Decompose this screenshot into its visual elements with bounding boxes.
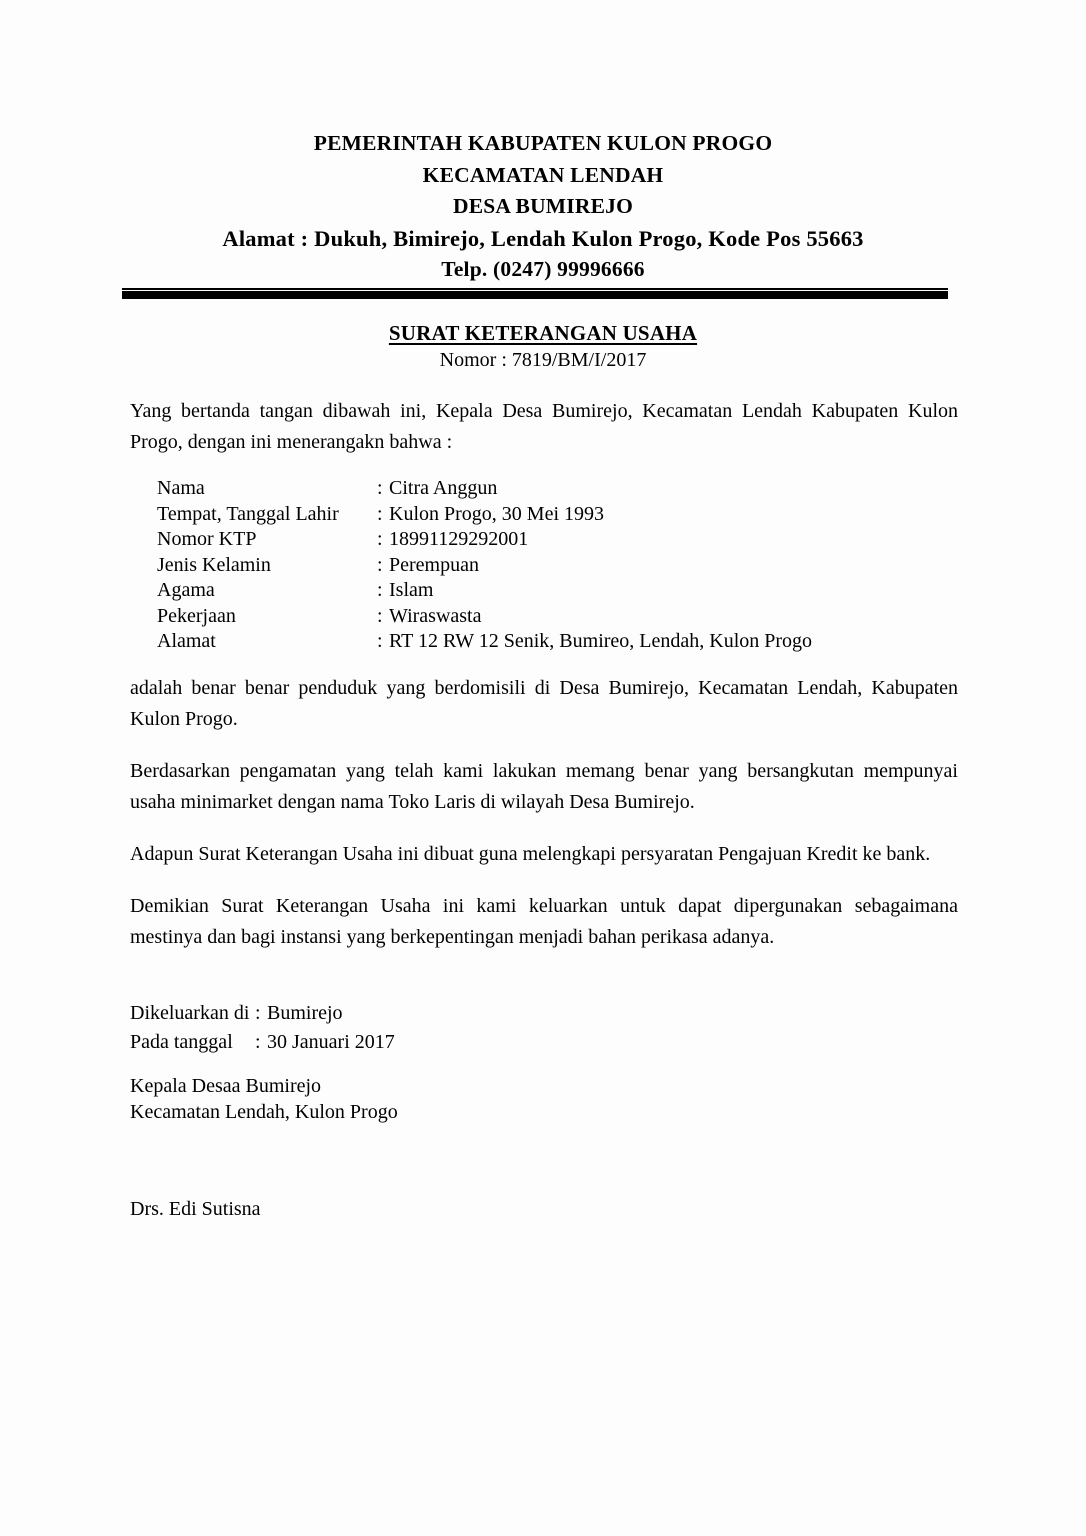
signature-office-line-2: Kecamatan Lendah, Kulon Progo — [130, 1101, 398, 1123]
data-value: Perempuan — [389, 553, 479, 576]
data-separator: : — [377, 579, 383, 601]
data-label: Tempat, Tanggal Lahir — [157, 502, 339, 525]
issued-place-separator: : — [255, 1002, 261, 1024]
letterhead — [0, 128, 1086, 286]
data-row — [157, 629, 958, 655]
issued-place-label: Dikeluarkan di — [130, 1002, 250, 1024]
data-label: Nomor KTP — [157, 528, 257, 550]
document-title: SURAT KETERANGAN USAHA — [388, 321, 698, 345]
data-row — [157, 502, 958, 528]
data-value: RT 12 RW 12 Senik, Bumireo, Lendah, Kulon Progo — [389, 630, 813, 652]
data-row — [157, 476, 958, 502]
title-block — [0, 320, 1086, 373]
issued-date-row — [130, 1028, 630, 1057]
data-label: Jenis Kelamin — [157, 553, 271, 576]
body-paragraph-1: adalah benar benar penduduk yang berdomisili di Desa Bumirejo, Kecamatan Lendah, Kabupaten Kulon Progo. — [130, 676, 958, 730]
data-row — [157, 527, 958, 553]
issued-date-separator: : — [255, 1031, 261, 1053]
data-value: Islam — [389, 579, 434, 601]
body-paragraph-2: Berdasarkan pengamatan yang telah kami lakukan memang benar yang bersangkutan mempunyai usaha minimarket dengan nama Toko Laris di wilayah Desa Bumirejo. — [130, 759, 958, 813]
data-separator: : — [377, 604, 383, 627]
letterhead-line-address: Alamat : Dukuh, Bimirejo, Lendah Kulon Progo, Kode Pos 55663 — [222, 225, 864, 251]
data-row — [157, 604, 958, 630]
data-separator: : — [377, 477, 383, 499]
letterhead-line-district: KECAMATAN LENDAH — [422, 162, 664, 187]
signature-office-block — [130, 1073, 650, 1125]
body-paragraph-4: Demikian Surat Keterangan Usaha ini kami keluarkan untuk dapat dipergunakan sebagaimana mestinya dan bagi instansi yang berkepentingan menjadi bahan perikasa adanya. — [130, 894, 958, 948]
divider-thick-bar — [122, 291, 948, 299]
data-separator: : — [377, 528, 383, 550]
data-label: Pekerjaan — [157, 604, 236, 627]
issued-place-row — [130, 999, 630, 1028]
closing-block — [130, 999, 630, 1057]
data-separator: : — [377, 502, 383, 525]
letterhead-line-government: PEMERINTAH KABUPATEN KULON PROGO — [313, 131, 773, 155]
intro-paragraph: Yang bertanda tangan dibawah ini, Kepala Desa Bumirejo, Kecamatan Lendah Kabupaten Kulon Progo, dengan ini menerangakn bahwa : — [130, 400, 958, 453]
document-number: Nomor : 7819/BM/I/2017 — [439, 349, 647, 371]
data-value: Kulon Progo, 30 Mei 1993 — [389, 502, 604, 525]
letterhead-line-village: DESA BUMIREJO — [452, 194, 633, 218]
data-label: Agama — [157, 579, 215, 601]
person-data-block — [157, 476, 958, 655]
data-row — [157, 578, 958, 604]
letterhead-line-phone: Telp. (0247) 99996666 — [441, 257, 645, 281]
signature-office-line-1: Kepala Desaa Bumirejo — [130, 1075, 322, 1097]
data-label: Nama — [157, 477, 205, 499]
issued-date-value: 30 Januari 2017 — [267, 1031, 395, 1053]
data-label: Alamat — [157, 630, 216, 652]
data-value: Wiraswasta — [389, 604, 482, 627]
body-paragraph-3: Adapun Surat Keterangan Usaha ini dibuat guna melengkapi persyaratan Pengajuan Kredit ke bank. — [130, 842, 931, 865]
data-separator: : — [377, 630, 383, 652]
data-separator: : — [377, 553, 383, 576]
letterhead-divider — [122, 288, 948, 299]
data-value: Citra Anggun — [389, 477, 498, 499]
data-row — [157, 553, 958, 579]
issued-place-value: Bumirejo — [267, 1002, 343, 1024]
issued-date-label: Pada tanggal — [130, 1031, 233, 1053]
signature-name: Drs. Edi Sutisna — [130, 1198, 261, 1220]
data-value: 18991129292001 — [389, 528, 529, 550]
document-body — [130, 396, 958, 953]
